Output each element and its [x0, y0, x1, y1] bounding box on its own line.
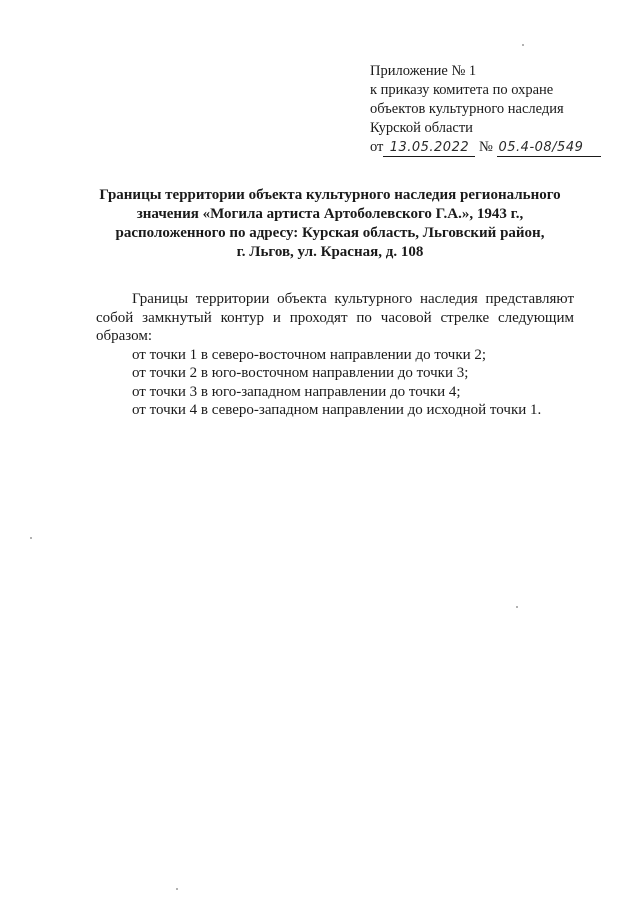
scan-speck [176, 888, 178, 890]
date-prefix: от [370, 139, 384, 155]
title-line-3: расположенного по адресу: Курская область, Льговский район, [115, 225, 545, 241]
annex-date-number-line [370, 138, 630, 157]
title-line-1: Границы территории объекта культурного наследия регионального [99, 187, 561, 203]
boundary-item-3: от точки 3 в юго-западном направлении до точки 4; [132, 383, 461, 400]
scan-speck [522, 44, 524, 46]
annex-title: Приложение № 1 [370, 63, 477, 79]
handwritten-date: 13.05.2022 [383, 140, 475, 157]
annex-order-line: к приказу комитета по охране [370, 82, 554, 98]
scan-speck [30, 537, 32, 539]
title-line-4: г. Льгов, ул. Красная, д. 108 [236, 244, 424, 260]
intro-paragraph: Границы территории объекта культурного наследия представляют собой замкнутый контур и проходят по часовой стрелке следующим образом: [96, 291, 574, 344]
document-body [96, 290, 574, 420]
boundary-item-2: от точки 2 в юго-восточном направлении до точки 3; [132, 365, 469, 381]
handwritten-order-number: 05.4-08/549 [497, 140, 601, 157]
boundary-item-1: от точки 1 в северо-восточном направлении до точки 2; [132, 346, 487, 363]
annex-block [370, 62, 630, 157]
document-title [80, 186, 580, 262]
annex-region-line: Курской области [370, 120, 473, 136]
boundary-item-4: от точки 4 в северо-западном направлении до исходной точки 1. [132, 402, 542, 418]
title-line-2: значения «Могила артиста Артоболевского Г.А.», 1943 г., [136, 206, 524, 222]
annex-objects-line: объектов культурного наследия [370, 101, 564, 117]
scan-speck [516, 606, 518, 608]
number-prefix: № [479, 139, 493, 155]
